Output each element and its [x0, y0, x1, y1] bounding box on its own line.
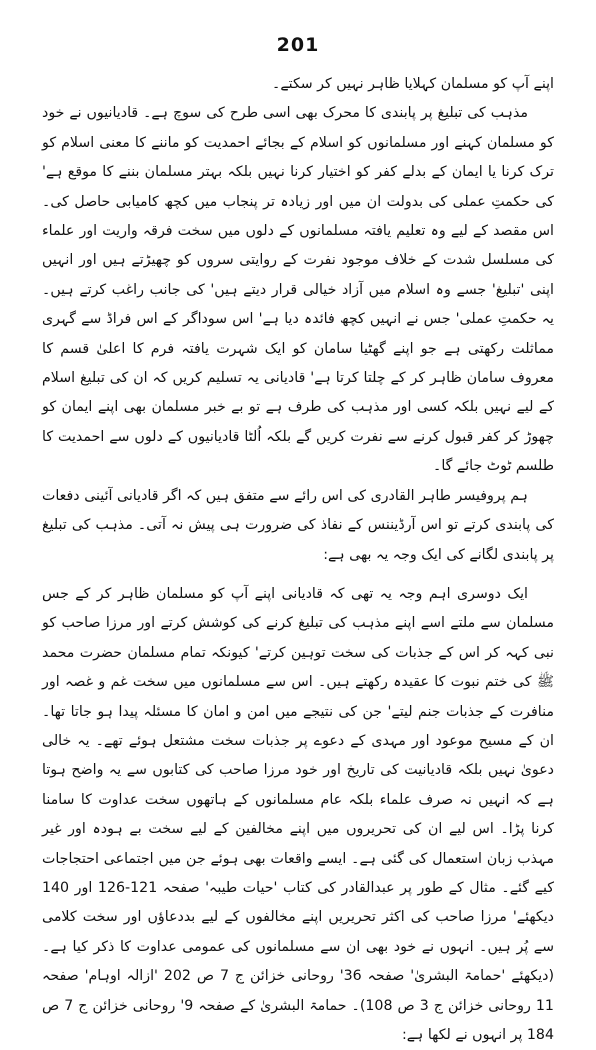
page-number: 201 [276, 34, 320, 56]
paragraph-2: مذہب کی تبلیغ پر پابندی کا محرک بھی اسی طرح کی سوچ ہے۔ قادیانیوں نے خود کو مسلمان کہنے اور مسلمانوں کو اسلام کے بجائے احمدیت کو ماننے کا معنی اسلام کو ترک کرنا یا ایمان کے بدلے کفر کو اختیار کرنا نہیں بلکہ بہتر مسلمان بننے کا موقع ہے' کی حکمتِ عملی کی بدولت ان میں اور زیادہ تر پنجاب میں کچھ کامیابی حاصل کی۔ اس مقصد کے لیے وہ تعلیم یافتہ مسلمانوں کے دلوں میں سخت فرقہ واریت اور علماء کی مسلسل شدت کے خلاف موجود نفرت کے روایتی سروں کو چھیڑتے ہیں اور انہیں اپنی 'تبلیغ' جسے وہ اسلام میں آزاد خیالی قرار دیتے ہیں' کی جانب راغب کرتے ہیں۔ یہ حکمتِ عملی' جس نے انہیں کچھ فائدہ دیا ہے' اس سوداگر کے اس فراڈ سے گہری مماثلت رکھتی ہے جو اپنے گھٹیا سامان کو ایک شہرت یافتہ فرم کا اعلیٰ قسم کا معروف سامان ظاہر کر کے چلتا کرتا ہے' قادیانی یہ تسلیم کریں کہ ان کی تبلیغ اسلام کے لیے نہیں بلکہ کسی اور مذہب کی طرف ہے تو بے خبر مسلمان بھی اپنے ایمان کو چھوڑ کر کفر قبول کرنے سے نفرت کریں گے بلکہ اُلٹا قادیانیوں کے دلوں سے احمدیت کا طلسم ٹوٹ جائے گا۔ [42, 105, 554, 475]
paragraph-3: ہم پروفیسر طاہر القادری کی اس رائے سے متفق ہیں کہ اگر قادیانی آئینی دفعات کی پابندی کرتے تو اس آرڈیننس کے نفاذ کی ضرورت ہی پیش نہ آتی۔ مذہب کی تبلیغ پر پابندی لگانے کی ایک وجہ یہ بھی ہے: [42, 487, 554, 563]
paragraph-1: اپنے آپ کو مسلمان کہلایا ظاہر نہیں کر سکتے۔ [272, 76, 554, 92]
page-text [42, 70, 554, 1050]
paragraph-4: ایک دوسری اہم وجہ یہ تھی کہ قادیانی اپنے آپ کو مسلمان ظاہر کر کے جس مسلمان سے ملتے اسے اپنے مذہب کی تبلیغ کرنے کی کوشش کرتے اور مرزا صاحب کو نبی کہہ کر اس کے جذبات کی سخت توہین کرتے' کیونکہ تمام مسلمان حضرت محمد ﷺ کی ختم نبوت کا عقیدہ رکھتے ہیں۔ اس سے مسلمانوں میں سخت غم و غصہ اور منافرت کے جذبات جنم لیتے' جن کی نتیجے میں امن و امان کا مسئلہ پیدا ہو جاتا تھا۔ ان کے مسیح موعود اور مہدی کے دعوے پر جذبات سخت مشتعل ہوئے تھے۔ یہ خالی دعویٰ نہیں بلکہ قادیانیت کی تاریخ اور خود مرزا صاحب کی کتابوں سے یہ واضح ہوتا ہے کہ انہیں نہ صرف علماء بلکہ عام مسلمانوں کے ہاتھوں سخت عداوت کا سامنا کرنا پڑا۔ اس لیے ان کی تحریروں میں اپنے مخالفین کے لیے سخت بے ہودہ اور غیر مہذب زبان استعمال کی گئی ہے۔ ایسے واقعات بھی ہوئے جن میں اجتماعی احتجاجات کیے گئے۔ مثال کے طور پر عبدالقادر کی کتاب 'حیات طیبہ' صفحہ 121-126 اور 140 دیکھئے' مرزا صاحب کی اکثر تحریریں اپنے مخالفوں کے لیے بددعاؤں اور سخت کلامی سے پُر ہیں۔ انہوں نے خود بھی ان سے مسلمانوں کی عمومی عداوت کا ذکر کیا ہے۔ (دیکھئے 'حمامۃ البشریٰ' صفحہ 36' روحانی خزائن ج 7 ص 202 'ازالہ اوہام' صفحہ 11 روحانی خزائن ج 3 ص 108)۔ حمامۃ البشریٰ کے صفحہ 9' روحانی خزائن ج 7 ص 184 پر انہوں نے لکھا ہے: [42, 585, 554, 1043]
